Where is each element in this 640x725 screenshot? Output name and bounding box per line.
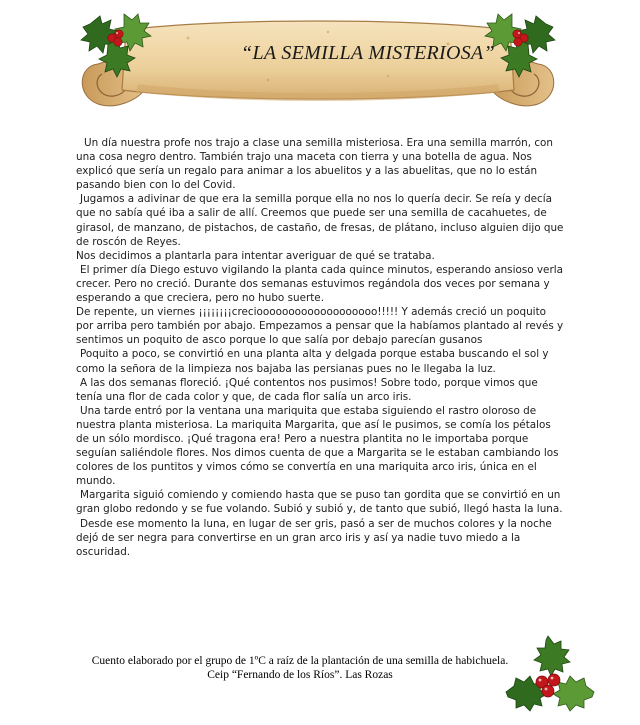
story-paragraph-10: Desde ese momento la luna, en lugar de ser gris, pasó a ser de muchos colores y la noche dejó de ser negra para convertirse en un gran arco iris y así ya nadie tuvo miedo a la oscuridad. xyxy=(76,517,552,558)
story-title: “LA SEMILLA MISTERIOSA” xyxy=(241,42,495,64)
story-paragraph-2: Jugamos a adivinar de que era la semilla porque ella no nos lo quería decir. Se reía y decía que no sabía qué iba a salir de allí. Creemos que puede ser una semilla de cacahuetes, de girasol, de manzano, de pistachos, de castaño, de fresas, de plátano, incluso alguien dijo que de roscón de Reyes. xyxy=(76,193,564,248)
story-paragraph-8: Una tarde entró por la ventana una mariquita que estaba siguiendo el rastro oloroso de nuestra planta misteriosa. La mariquita Margarita, que así le pusimos, se comía los pétalos de un sólo mordisco. ¡Qué tragona era! Pero a nuestra plantita no le importaba porque seguían saliéndole flores. Nos dimos cuenta de que a Margarita se le estaban cambiando los colores de los puntitos y vimos cómo se convertía en una mariquita arco iris, única en el mundo. xyxy=(76,404,559,488)
story-paragraph-9: Margarita siguió comiendo y comiendo hasta que se puso tan gordita que se convirtió en un gran globo redondo y se fue volando. Subió y subió y, de tanto que subió, llegó hasta la luna. xyxy=(76,489,563,516)
credit-line-2: Ceip “Fernando de los Ríos”. Las Rozas xyxy=(207,669,393,681)
title-banner xyxy=(68,4,568,120)
holly-bottom-icon xyxy=(500,630,600,720)
story-paragraph-3: Nos decidimos a plantarla para intentar averiguar de qué se trataba. xyxy=(76,249,435,262)
story-paragraph-4: El primer día Diego estuvo vigilando la planta cada quince minutos, esperando ansioso verla crecer. Pero no creció. Durante dos semanas estuvimos regándola dos veces por semana y esperando a que creciera, pero no hubo suerte. xyxy=(76,263,563,305)
credit-block xyxy=(70,654,530,682)
story-paragraph-5: De repente, un viernes ¡¡¡¡¡¡¡¡creciooooooooooooooooooo!!!!! Y además creció un poquito por arriba pero también por abajo. Empezamos a pensar que la habíamos plantado al revés y sentimos un poquito de asco porque lo que salía por debajo parecían gusanos xyxy=(76,306,564,347)
story-body xyxy=(76,136,566,559)
story-paragraph-1: Un día nuestra profe nos trajo a clase una semilla misteriosa. Era una semilla marrón, con una cosa negro dentro. También trajo una maceta con tierra y una botella de agua. Nos explicó que sería un regalo para animar a los abuelitos y a las abuelitas, que no lo están pasando bien con lo del Covid. xyxy=(76,137,553,192)
story-paragraph-6: Poquito a poco, se convirtió en una planta alta y delgada porque estaba buscando el sol y como la señora de la limpieza nos bajaba las persianas pues no le llegaba la luz. xyxy=(76,348,549,375)
credit-line-1: Cuento elaborado por el grupo de 1ºC a raíz de la plantación de una semilla de habichuela. xyxy=(91,655,509,667)
story-paragraph-7: A las dos semanas floreció. ¡Qué contentos nos pusimos! Sobre todo, porque vimos que tenía una flor de cada color y que, de cada flor salía un arco iris. xyxy=(76,376,538,403)
